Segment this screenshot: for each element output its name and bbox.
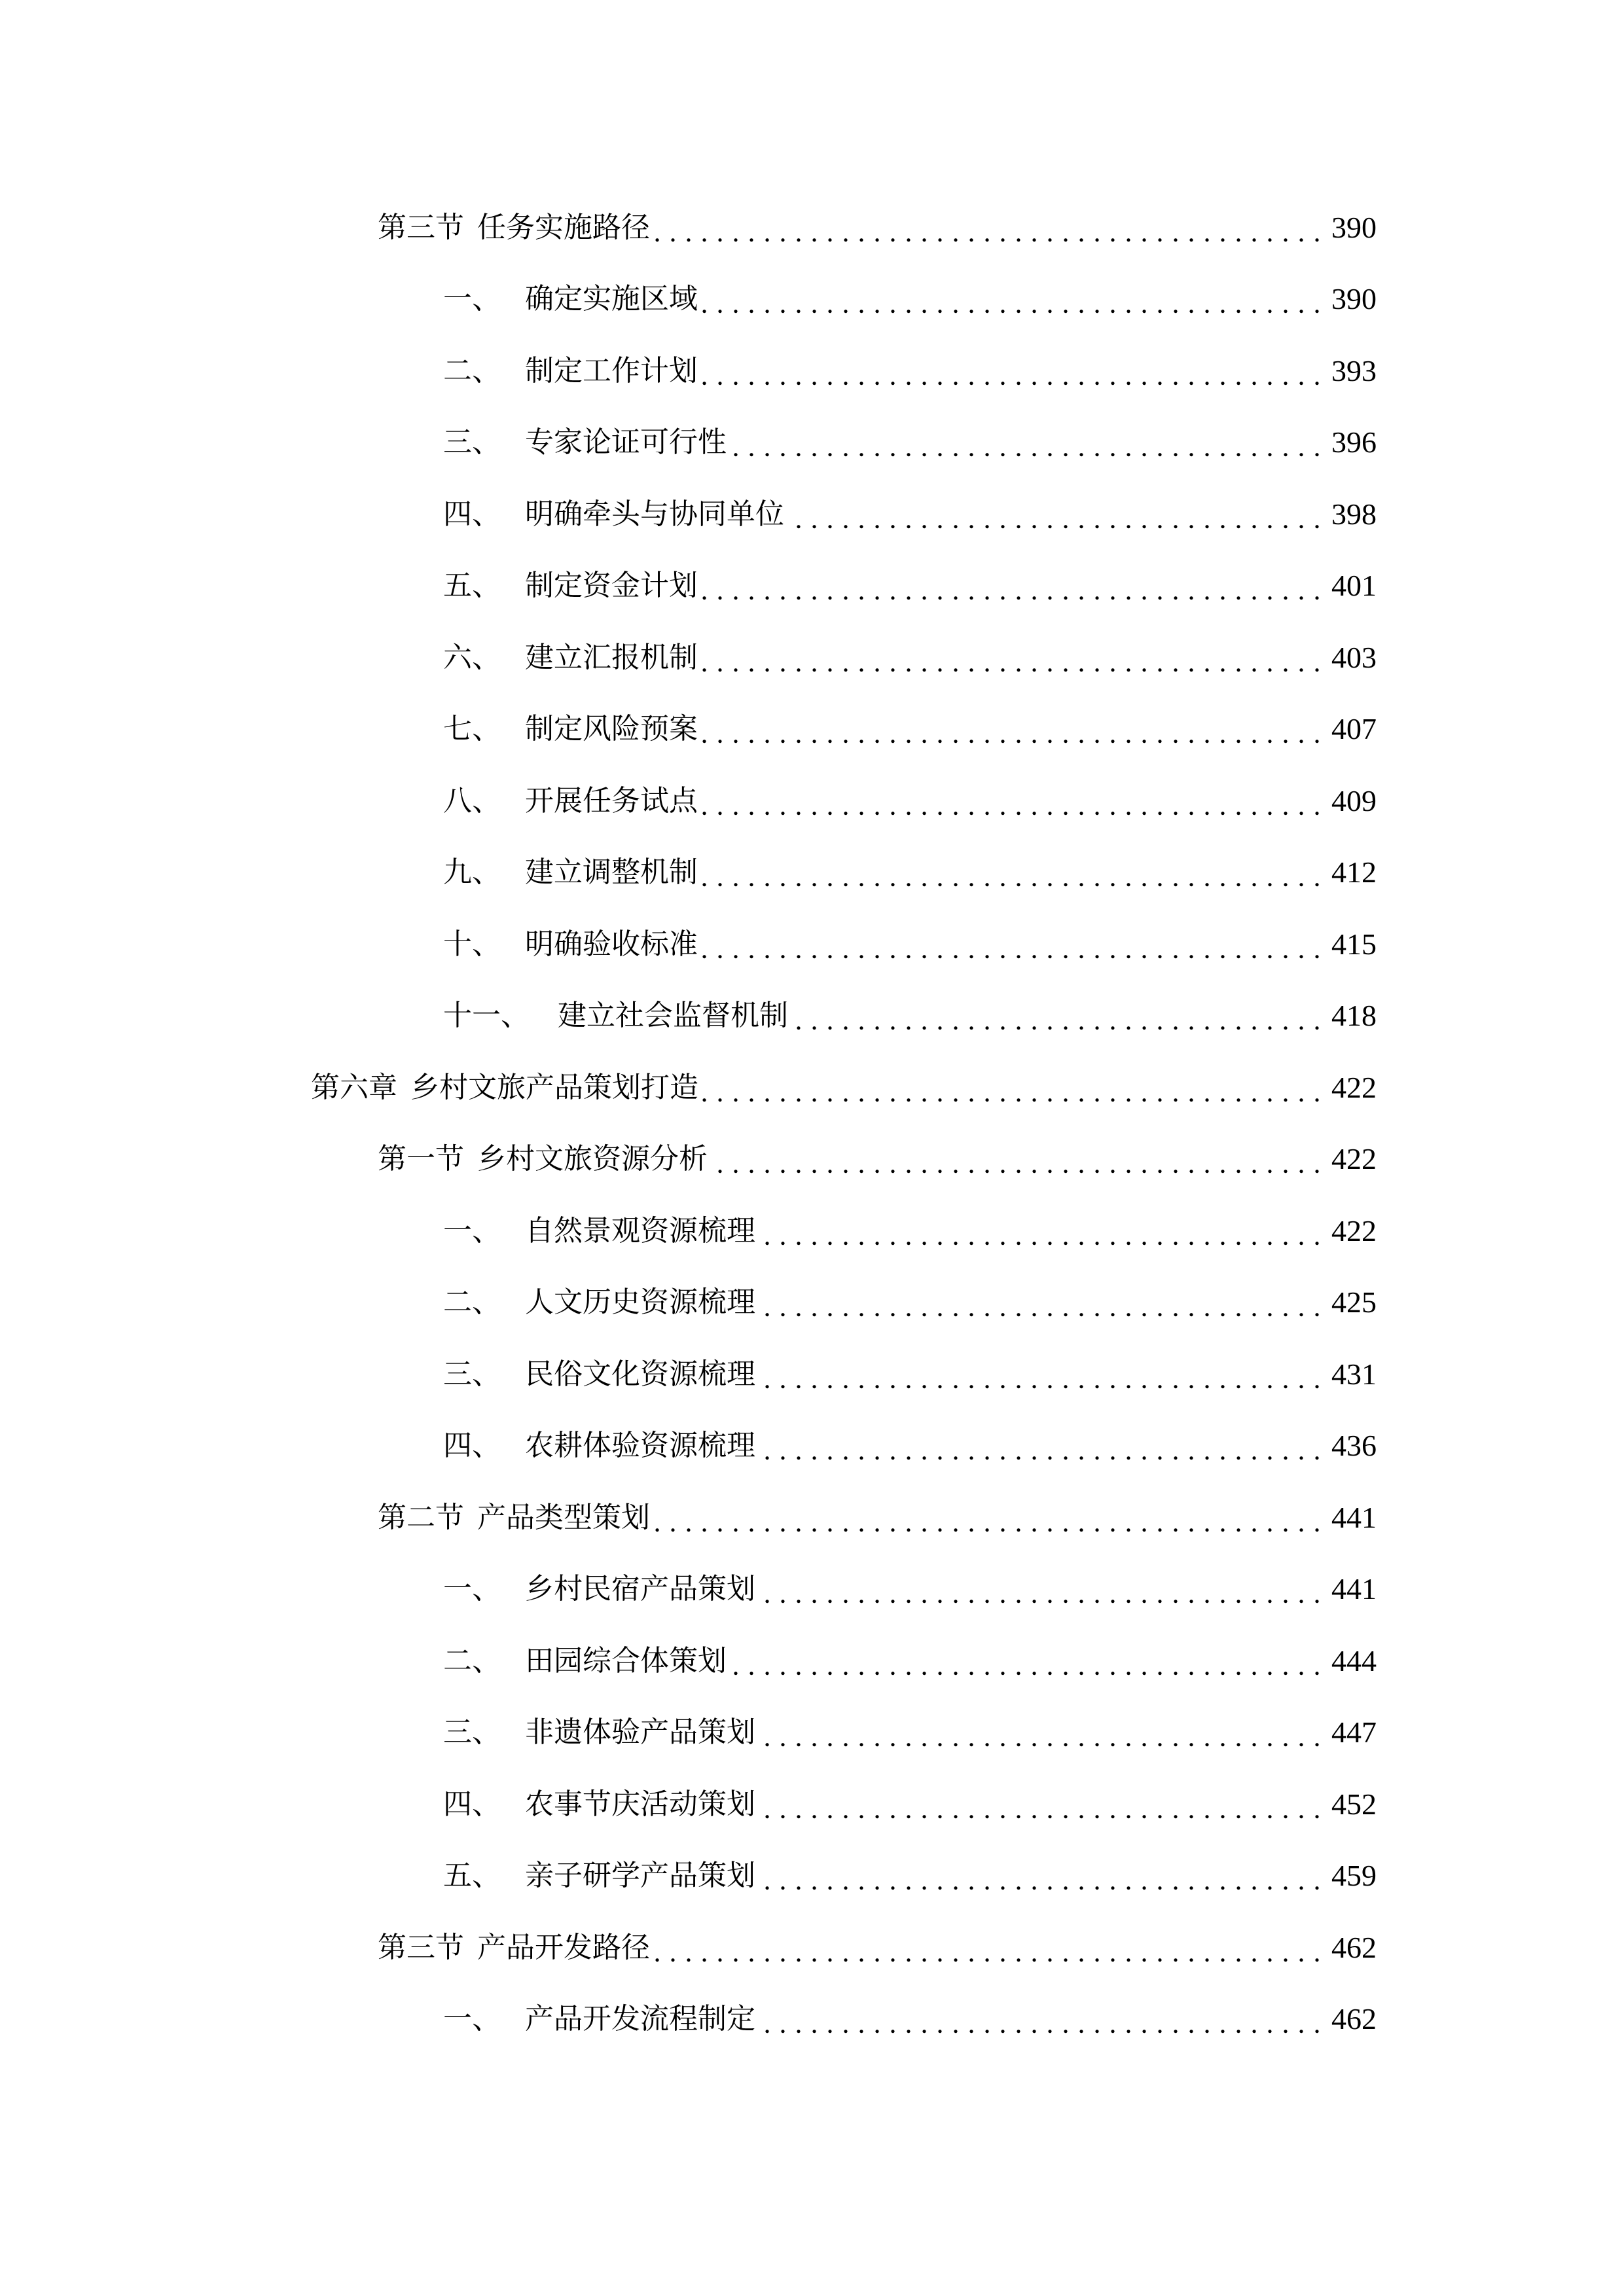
dot-leader <box>792 996 1322 1035</box>
page-number: 422 <box>1331 1142 1377 1175</box>
entry-ordinal: 二、 <box>443 354 501 387</box>
dot-leader <box>759 1355 1322 1394</box>
entry-ordinal: 第二节 <box>378 1501 464 1534</box>
entry-title: 乡村文旅产品策划打造 <box>410 1071 698 1104</box>
entry-title: 制定资金计划 <box>525 569 698 602</box>
entry-title: 乡村民宿产品策划 <box>525 1572 755 1605</box>
dot-leader <box>759 1283 1322 1322</box>
toc-entry[interactable] <box>443 1856 1377 1895</box>
entry-title: 田园综合体策划 <box>525 1644 727 1677</box>
page-number: 444 <box>1331 1644 1377 1677</box>
page-number: 447 <box>1331 1715 1377 1749</box>
entry-title: 民俗文化资源梳理 <box>525 1357 755 1391</box>
dot-leader <box>759 1570 1322 1609</box>
page-number: 398 <box>1331 497 1377 531</box>
dot-leader <box>702 566 1322 605</box>
dot-leader <box>759 1211 1322 1251</box>
entry-title: 建立汇报机制 <box>525 641 698 674</box>
dot-leader <box>731 423 1322 462</box>
page-number: 393 <box>1331 354 1377 387</box>
entry-ordinal: 九、 <box>443 855 501 889</box>
page-number: 396 <box>1331 425 1377 459</box>
dot-leader <box>702 925 1322 964</box>
toc-entry[interactable] <box>443 1355 1377 1394</box>
entry-title: 开展任务试点 <box>525 784 698 817</box>
toc-entry[interactable] <box>443 1426 1377 1465</box>
toc-entry[interactable] <box>443 1785 1377 1824</box>
entry-title: 制定风险预案 <box>525 712 698 745</box>
toc-entry[interactable] <box>443 423 1377 462</box>
entry-title: 产品类型策划 <box>477 1501 650 1534</box>
entry-ordinal: 三、 <box>443 425 501 459</box>
toc-entry[interactable] <box>443 351 1377 391</box>
toc-entry[interactable] <box>378 1928 1377 1967</box>
entry-ordinal: 第三节 <box>378 1931 464 1964</box>
toc-entry[interactable] <box>378 208 1377 247</box>
page-number: 401 <box>1331 569 1377 602</box>
page-number: 407 <box>1331 712 1377 745</box>
toc-entry[interactable] <box>443 996 1377 1035</box>
entry-ordinal: 二、 <box>443 1644 501 1677</box>
toc-entry[interactable] <box>443 1641 1377 1681</box>
entry-title: 产品开发流程制定 <box>525 2002 755 2036</box>
entry-title: 任务实施路径 <box>477 211 650 244</box>
entry-ordinal: 四、 <box>443 497 501 531</box>
entry-ordinal: 十、 <box>443 927 501 961</box>
toc-entry[interactable] <box>443 638 1377 677</box>
dot-leader <box>702 351 1322 391</box>
entry-ordinal: 一、 <box>443 282 501 315</box>
dot-leader <box>759 1426 1322 1465</box>
toc-entry[interactable] <box>443 1283 1377 1322</box>
page-number: 409 <box>1331 784 1377 817</box>
entry-ordinal: 四、 <box>443 1787 501 1821</box>
dot-leader <box>759 1785 1322 1824</box>
entry-title: 亲子研学产品策划 <box>525 1859 755 1892</box>
entry-title: 人文历史资源梳理 <box>525 1285 755 1319</box>
dot-leader <box>702 709 1322 749</box>
entry-title: 乡村文旅资源分析 <box>477 1142 708 1175</box>
page-number: 452 <box>1331 1787 1377 1821</box>
entry-ordinal: 一、 <box>443 1572 501 1605</box>
toc-entry[interactable] <box>443 709 1377 749</box>
toc-entry[interactable] <box>311 1068 1377 1107</box>
dot-leader <box>759 2000 1322 2039</box>
page-number: 441 <box>1331 1572 1377 1605</box>
entry-ordinal: 六、 <box>443 641 501 674</box>
toc-entry[interactable] <box>443 2000 1377 2039</box>
dot-leader <box>712 1139 1322 1179</box>
entry-ordinal: 三、 <box>443 1715 501 1749</box>
toc-entry[interactable] <box>378 1498 1377 1537</box>
entry-ordinal: 第一节 <box>378 1142 464 1175</box>
toc-entry[interactable] <box>443 1570 1377 1609</box>
entry-ordinal: 五、 <box>443 569 501 602</box>
dot-leader <box>654 1928 1322 1967</box>
page-number: 412 <box>1331 855 1377 889</box>
entry-title: 产品开发路径 <box>477 1931 650 1964</box>
page-number: 390 <box>1331 282 1377 315</box>
entry-title: 建立调整机制 <box>525 855 698 889</box>
dot-leader <box>702 781 1322 821</box>
entry-title: 农耕体验资源梳理 <box>525 1429 755 1462</box>
dot-leader <box>702 853 1322 892</box>
entry-title: 确定实施区域 <box>525 282 698 315</box>
entry-title: 专家论证可行性 <box>525 425 727 459</box>
page-number: 459 <box>1331 1859 1377 1892</box>
entry-ordinal: 一、 <box>443 2002 501 2036</box>
page-number: 462 <box>1331 1931 1377 1964</box>
page-number: 422 <box>1331 1071 1377 1104</box>
entry-title: 明确验收标准 <box>525 927 698 961</box>
dot-leader <box>702 279 1322 319</box>
toc-entry[interactable] <box>443 495 1377 534</box>
toc-entry[interactable] <box>443 279 1377 319</box>
entry-ordinal: 三、 <box>443 1357 501 1391</box>
dot-leader <box>654 208 1322 247</box>
toc-entry[interactable] <box>443 1713 1377 1752</box>
toc-entry[interactable] <box>443 925 1377 964</box>
entry-ordinal: 五、 <box>443 1859 501 1892</box>
page-number: 390 <box>1331 211 1377 244</box>
page-number: 403 <box>1331 641 1377 674</box>
toc-entry[interactable] <box>443 1211 1377 1251</box>
entry-ordinal: 十一、 <box>443 999 530 1032</box>
entry-ordinal: 二、 <box>443 1285 501 1319</box>
dot-leader <box>702 1068 1322 1107</box>
dot-leader <box>759 1713 1322 1752</box>
dot-leader <box>731 1641 1322 1681</box>
page-number: 425 <box>1331 1285 1377 1319</box>
toc-entry[interactable] <box>378 1139 1377 1179</box>
entry-title: 明确牵头与协同单位 <box>525 497 784 531</box>
page-number: 436 <box>1331 1429 1377 1462</box>
page-number: 418 <box>1331 999 1377 1032</box>
page-number: 422 <box>1331 1214 1377 1247</box>
page-number: 415 <box>1331 927 1377 961</box>
page-number: 462 <box>1331 2002 1377 2036</box>
entry-ordinal: 第六章 <box>311 1071 397 1104</box>
entry-ordinal: 七、 <box>443 712 501 745</box>
entry-title: 制定工作计划 <box>525 354 698 387</box>
dot-leader <box>702 638 1322 677</box>
page-number: 431 <box>1331 1357 1377 1391</box>
page-number: 441 <box>1331 1501 1377 1534</box>
dot-leader <box>788 495 1322 534</box>
entry-title: 农事节庆活动策划 <box>525 1787 755 1821</box>
entry-title: 自然景观资源梳理 <box>525 1214 755 1247</box>
entry-title: 建立社会监督机制 <box>558 999 788 1032</box>
dot-leader <box>654 1498 1322 1537</box>
entry-title: 非遗体验产品策划 <box>525 1715 755 1749</box>
entry-ordinal: 八、 <box>443 784 501 817</box>
toc-entry[interactable] <box>443 566 1377 605</box>
entry-ordinal: 一、 <box>443 1214 501 1247</box>
toc-entry[interactable] <box>443 853 1377 892</box>
toc-entry[interactable] <box>443 781 1377 821</box>
entry-ordinal: 四、 <box>443 1429 501 1462</box>
entry-ordinal: 第三节 <box>378 211 464 244</box>
dot-leader <box>759 1856 1322 1895</box>
